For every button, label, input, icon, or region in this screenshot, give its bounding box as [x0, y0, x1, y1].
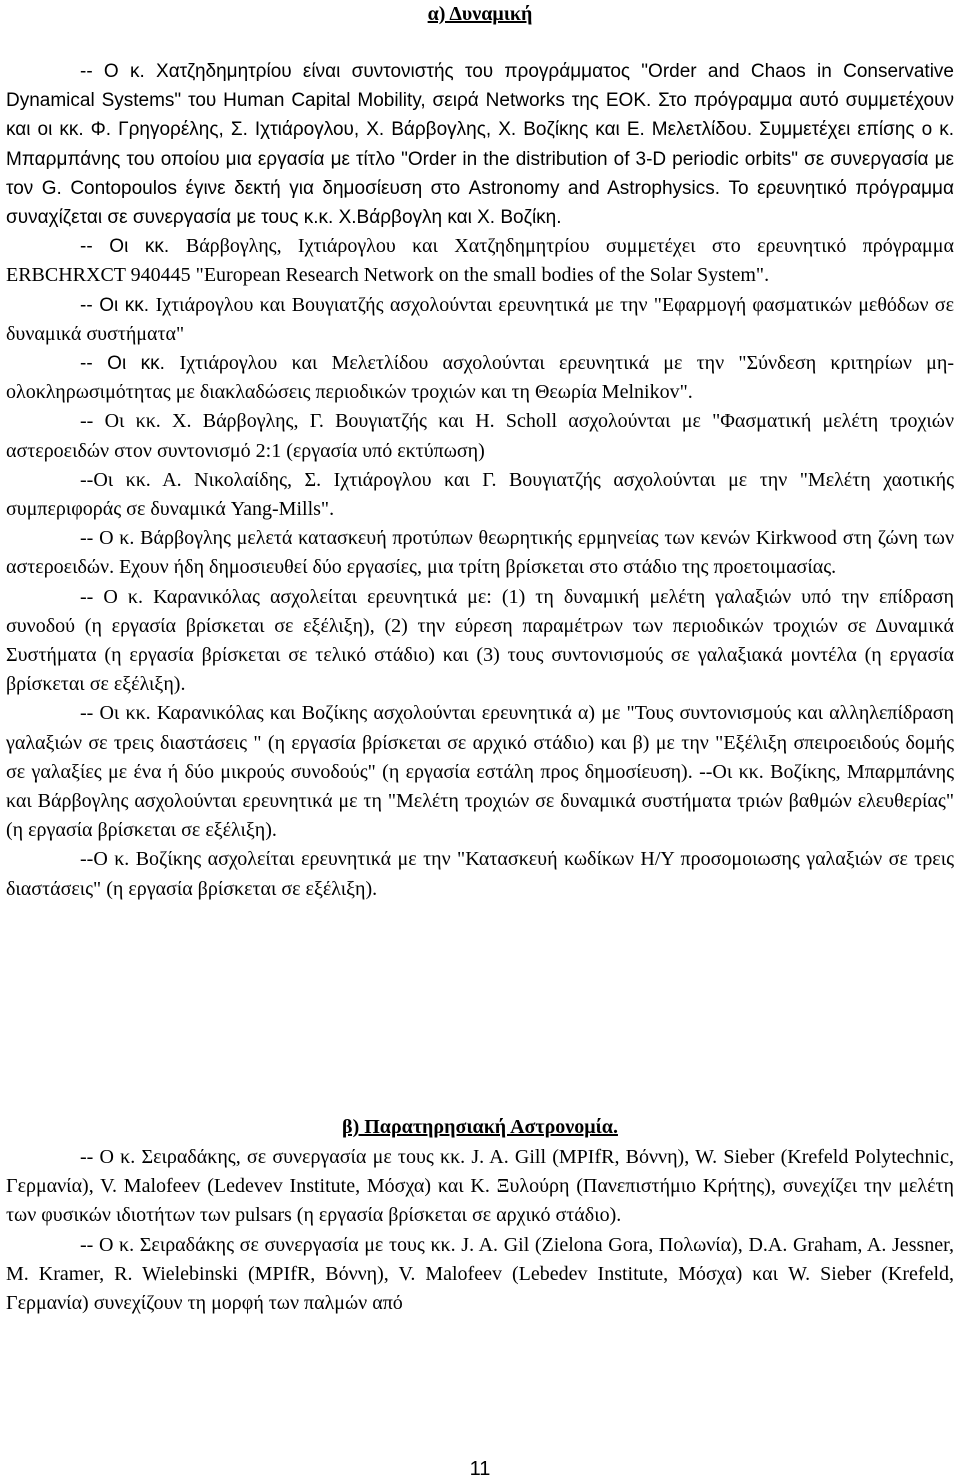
- paragraph-text: -- Ο κ. Καρανικόλας ασχολείται ερευνητικά με: (1) τη δυναμική μελέτη γαλαξιών υπό την επίδραση συνοδού (η εργασία βρίσκεται σε εξέλιξη), (2) την εύρεση παραμέτρων των περιοδικών τροχιών σε Δυναμικά Συστήματα (η εργασία βρίσκεται σε τελικό στάδιο) και (3) τους συντονισμούς σε γαλαξιακά μοντέλα (η εργασία βρίσκεται σε εξέλιξη).: [6, 585, 954, 696]
- paragraph-text: -- Ο κ. Σειραδάκης, σε συνεργασία με τους κκ. J. A. Gill (MPIfR, Βόννη), W. Sieber (Krefeld Polytechnic, Γερμανία), V. Malofeev (Ledevev Institute, Μόσχα) και Κ. Ξυλούρη (Πανεπιστήμιο Κρήτης), συνεχίζει την μελέτη των φυσικών ιδιοτήτων των pulsars (η εργασία βρίσκεται σε αρχικό στάδιο).: [6, 1146, 954, 1227]
- paragraph-text: -- Ο κ. Βάρβογλης μελετά κατασκευή προτύπων θεωρητικής ερμηνείας των κενών Kirkwood στη ζώνη των αστεροειδών. Εχουν ήδη δημοσιευθεί δύο εργασίες, μια τρίτη βρίσκεται στο στάδιο της προετοιμασίας.: [6, 527, 954, 579]
- paragraph-text: -- Ο κ. Χατζηδημητρίου είναι συντονιστής του προγράμματος "Order and Chaos in Conservative Dynamical Systems" του Human Capital Mobility, σειρά Networks της ΕΟΚ. Στο πρόγραμμα αυτό συμμετέχουν και οι κκ. Φ. Γρηγορέλης, Σ. Ιχτιάρογλου, Χ. Βάρβογλης, Χ. Βοζίκης και Ε. Μελετλίδου. Συμμετέχει επίσης ο κ.: [6, 61, 954, 141]
- section-heading-observational-astronomy: β) Παρατηρησιακή Αστρονομία.: [342, 1116, 618, 1138]
- paragraph-text: Βάρβογλης, Ιχτιάρογλου και Χατζηδημητρίου συμμετέχει στο ερευνητικό πρόγραμμα ERBCHRXCT 940445 "European Research Network on the small bodies of the Solar System".: [6, 235, 954, 287]
- paragraph: [6, 1231, 954, 1319]
- paragraph: [6, 699, 954, 845]
- paragraph: [6, 232, 954, 290]
- paragraph-text: -- Οι κκ. Καρανικόλας και Βοζίκης ασχολούνται ερευνητικά α) με "Τους συντονισμούς και αλληλεπίδραση γαλαξιών σε τρεις διαστάσεις " (η εργασία βρίσκεται σε αρχικό στάδιο) και β) με την "Εξέλιξη σπειροειδούς δομής σε γαλαξίες με ένα ή δύο μικρούς συνοδούς" (η εργασία εστάλη προς δημοσίευση). --Οι κκ. Βοζίκης, Μπαρμπάνης και Βάρβογλης ασχολούνται ερευνητικά με τη "Μελέτη τροχιών σε δυναμικά συστήματα τριών βαθμών ελευθερίας" (η εργασία βρίσκεται σε εξέλιξη).: [6, 702, 954, 842]
- paragraph-text: -- Οι κκ. Χ. Βάρβογλης, Γ. Βουγιατζής και Η. Scholl ασχολούνται με "Φασματική μελέτη τροχιών αστεροειδών στον συντονισμό 2:1 (εργασία υπό εκτύπωση): [6, 410, 954, 462]
- document-page: [6, 0, 954, 1484]
- paragraph-text: Ιχτιάρογλου και Βουγιατζής ασχολούνται ερευνητικά με την "Εφαρμογή φασματικών μεθόδων σε δυναμικά συστήματα": [6, 293, 954, 345]
- paragraph: [6, 291, 954, 349]
- paragraph-text: -- Ο κ. Σειραδάκης σε συνεργασία με τους κκ. J. A. Gil (Zielona Gora, Πολωνία), D.A. Graham, A. Jessner, M. Kramer, R. Wielebinski (MPIfR, Βόννη), V. Malofeev (Lebedev Institute, Μόσχα) και W. Sieber (Krefeld, Γερμανία) συνεχίζουν τη μορφή των παλμών από: [6, 1233, 954, 1315]
- paragraph: [6, 57, 954, 232]
- paragraph-text: Ιχτιάρογλου και Μελετλίδου ασχολούνται ερευνητικά με την "Σύνδεση κριτηρίων μη-ολοκληρωσιμότητας με διακλαδώσεις περιοδικών τροχιών και τη Θεωρία Melnikov".: [6, 352, 954, 404]
- paragraph-text: -- Οι κκ.: [80, 353, 180, 375]
- section-observational-astronomy: [6, 1143, 954, 1318]
- paragraph: [6, 466, 954, 524]
- paragraph: [6, 349, 954, 407]
- paragraph: [6, 524, 954, 582]
- paragraph-text: --Οι κκ. Α. Νικολαίδης, Σ. Ιχτιάρογλου και Γ. Βουγιατζής ασχολούνται με την "Μελέτη χαοτικής συμπεριφοράς σε δυναμικά Yang-Mills".: [6, 468, 954, 521]
- paragraph: [6, 1143, 954, 1231]
- paragraph-text: --Ο κ. Βοζίκης ασχολείται ερευνητικά με την "Κατασκευή κωδίκων Η/Υ προσομοιωσης γαλαξιών σε τρεις διαστάσεις" (η εργασία βρίσκεται σε εξέλιξη).: [6, 848, 954, 900]
- paragraph-text: -- Οι κκ.: [80, 236, 186, 258]
- section-dynamics: [6, 57, 954, 904]
- paragraph-text: -- Οι κκ.: [80, 294, 156, 316]
- page-number: 11: [469, 1458, 491, 1480]
- paragraph: [6, 407, 954, 465]
- paragraph: [6, 845, 954, 903]
- paragraph: [6, 583, 954, 700]
- paragraph-text: Μπαρμπάνης του οποίου μια εργασία με τίτλο "Order in the distribution of 3-D periodic orbits" σε συνεργασία με τον G. Contopoulos έγινε δεκτή για δημοσίευση στο Astronomy and Astrophysics. Το ερευνητικό πρόγραμμα συναχίζεται σε συνεργασία με τους κ.κ. Χ.Βάρβογλη και Χ. Βοζίκη.: [6, 148, 954, 229]
- section-heading-dynamics: α) Δυναμική: [427, 3, 533, 25]
